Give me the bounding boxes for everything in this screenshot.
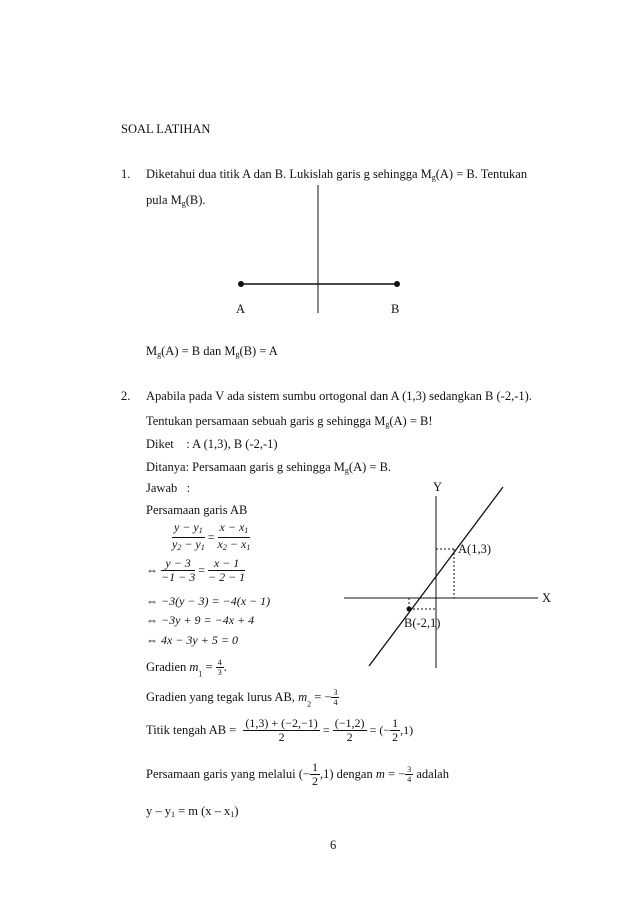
graph-label-b: B(-2,1) (404, 616, 441, 630)
axis-label-y: Y (433, 480, 443, 494)
equation-step-5: ⇔ 4x − 3y + 5 = 0 (146, 633, 238, 647)
question-2-line-2: Tentukan persamaan sebuah garis g sehingga $M_g(A) = B$! (146, 414, 433, 429)
equation-step-4: ⇔ −3y + 9 = −4x + 4 (146, 613, 255, 627)
diket-line: Diket : A (1,3), B (-2,-1) (146, 437, 278, 451)
question-1-answer: $M_g(A) = B$ dan $M_g(B) = A$ (146, 344, 278, 359)
page-number: 6 (330, 838, 337, 852)
question-1-line-2: pula $M_g(B)$. (146, 193, 206, 208)
equation-substituted: ⇔ $\frac{y - 3}{-1 - 3}$ = $\frac{x - 1}{- 2 - 1}$ (146, 556, 246, 584)
point-slope-formula: $y - y_1 = m$ $(x - x_1)$ (146, 804, 239, 819)
jawab-line: Jawab : (146, 481, 191, 495)
equation-two-point-form: $\frac{y - y_1}{y_2 - y_1}$ = $\frac{x - x_1}{x_2 - x_1}$ (172, 520, 251, 552)
graph-point-b (407, 607, 412, 612)
persamaan-melalui-line: Persamaan garis yang melalui (− $\frac{1}{2}$ ,1) dengan m = − $\frac{3}{4}$ adalah (146, 760, 449, 788)
titik-tengah-line: Titik tengah AB = $\frac{(1,3) + (-2,-1)}{2}$ = $\frac{(-1,2)}{2}$ = (− $\frac{1}{2}$ ,1) (146, 716, 414, 744)
coordinate-graph (340, 478, 560, 670)
ditanya-line: Ditanya: Persamaan garis g sehingga $M_g(A) = B$. (146, 460, 392, 475)
reflection-diagram (230, 185, 410, 320)
gradien-m1-line: Gradien $m_1$ = $\frac{4}{3}$ . (146, 658, 227, 679)
question-1-number: 1. (121, 167, 131, 181)
question-2-line-1: Apabila pada V ada sistem sumbu ortogonal dan A (1,3) sedangkan B (-2,-1). (146, 389, 532, 403)
persamaan-ab-label: Persamaan garis AB (146, 503, 248, 517)
section-heading: SOAL LATIHAN (121, 122, 211, 136)
point-a (238, 281, 244, 287)
question-2-number: 2. (121, 389, 131, 403)
point-b (394, 281, 400, 287)
graph-label-a: A(1,3) (458, 542, 491, 556)
label-point-a: A (236, 302, 246, 316)
question-1-line-1: Diketahui dua titik A dan B. Lukislah garis g sehingga $M_g(A) = B$. Tentukan (146, 167, 528, 182)
gradien-m2-line: Gradien yang tegak lurus AB, $m_2$ = − $\frac{3}{4}$ (146, 688, 338, 709)
axis-label-x: X (542, 591, 552, 605)
equation-step-3: ⇔ −3(y − 3) = −4(x − 1) (146, 594, 271, 608)
label-point-b: B (391, 302, 400, 316)
